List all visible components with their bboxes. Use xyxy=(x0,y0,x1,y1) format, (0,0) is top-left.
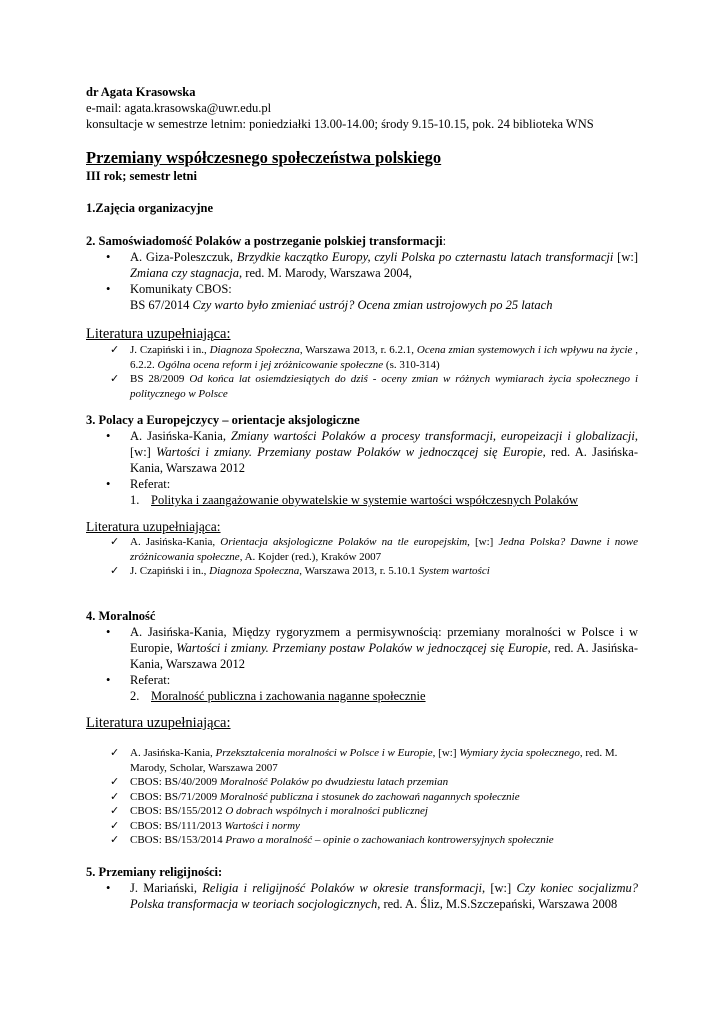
list-item xyxy=(86,476,638,492)
item-text: , 6.2.2. xyxy=(130,344,639,371)
list-item xyxy=(86,428,638,476)
literature-heading: Literatura uzupełniająca: xyxy=(86,519,221,534)
item-text: J. Mariański, xyxy=(130,881,203,895)
list-item xyxy=(86,833,638,848)
section-2-heading-colon: : xyxy=(442,234,447,248)
bullet-icon: • xyxy=(106,477,111,491)
item-text: A. Jasińska-Kania, xyxy=(130,429,231,443)
header-block xyxy=(86,84,594,132)
bullet-icon: • xyxy=(106,673,111,687)
list-item xyxy=(86,819,638,834)
literature-heading: Literatura uzupełniająca: xyxy=(86,326,231,342)
item-text: CBOS: BS/153/2014 xyxy=(130,834,226,846)
course-subtitle: III rok; semestr letni xyxy=(86,169,197,183)
list-item xyxy=(86,880,638,912)
item-title: Od końca lat osiemdziesiątych do dziś - oceny zmian w różnych wymiarach życia społecznego i politycznego w Polsce xyxy=(130,373,638,400)
item-text: , [w:] xyxy=(467,536,499,548)
list-item xyxy=(86,372,638,401)
checkmark-icon: ✓ xyxy=(110,565,120,577)
item-title: Diagnoza Społeczna xyxy=(209,344,300,356)
section-2-heading-text: 2. Samoświadomość Polaków a postrzeganie polskiej transformacji xyxy=(86,234,443,248)
section-4-heading: 4. Moralność xyxy=(86,609,156,623)
list-item xyxy=(86,790,638,805)
item-text: red. A. Jasińska-Kania, Warszawa 2012 xyxy=(130,445,638,475)
item-text: , [w:] xyxy=(482,881,517,895)
item-title: Ogólna ocena reform i jej zróżnicowanie społeczne xyxy=(157,358,384,371)
item-title: Moralność Polaków po dwudziestu latach przemian xyxy=(219,776,449,788)
referat-number: 2. xyxy=(130,689,140,703)
item-text: Komunikaty CBOS: xyxy=(130,282,232,296)
item-text: , [w:] xyxy=(130,429,638,459)
checkmark-icon: ✓ xyxy=(110,344,120,356)
section-2-heading xyxy=(86,233,638,249)
item-text: CBOS: BS/111/2013 xyxy=(130,819,225,832)
item-text: CBOS: BS/71/2009 xyxy=(130,790,220,803)
item-title: Religia i religijność Polaków w okresie transformacji xyxy=(202,881,483,895)
item-title: Zmiana czy stagnacja xyxy=(130,266,240,280)
item-title: Ocena zmian systemowych i ich wpływu na życie xyxy=(416,344,633,356)
referat-title: Polityka i zaangażowanie obywatelskie w systemie wartości współczesnych Polaków xyxy=(151,493,578,507)
bullet-icon: • xyxy=(106,625,111,639)
literature-heading: Literatura uzupełniająca: xyxy=(86,715,231,731)
bullet-icon: • xyxy=(106,881,111,895)
section-5-heading: 5. Przemiany religijności: xyxy=(86,865,223,879)
item-text: , red. M. Marody, Scholar, Warszawa 2007 xyxy=(130,747,618,774)
item-text: [w:] xyxy=(613,250,638,264)
item-text: (s. 310-314) xyxy=(383,358,440,371)
checkmark-icon: ✓ xyxy=(110,805,120,817)
referat-item xyxy=(86,688,638,704)
list-item xyxy=(86,672,638,688)
checkmark-icon: ✓ xyxy=(110,834,120,846)
item-text: , red. M. Marody, Warszawa 2004, xyxy=(239,266,412,280)
item-title: Czy koniec socjalizmu? Polska transformacja w teoriach socjologicznych xyxy=(130,881,638,911)
referat-item xyxy=(86,492,638,508)
checkmark-icon: ✓ xyxy=(110,776,120,788)
section-1-heading: 1.Zajęcia organizacyjne xyxy=(86,201,214,215)
item-title: Jedna Polska? Dawne i nowe zróżnicowania społeczne xyxy=(130,536,638,563)
course-title: Przemiany współczesnego społeczeństwa polskiego xyxy=(86,148,442,167)
checkmark-icon: ✓ xyxy=(110,536,120,548)
item-text: A. Jasińska-Kania, xyxy=(130,747,216,759)
item-text: , A. Kojder (red.), Kraków 2007 xyxy=(239,550,382,563)
item-title: Moralność publiczna i stosunek do zachowań nagannych społecznie xyxy=(219,790,520,803)
item-title: Zmiany wartości Polaków a procesy transformacji, europeizacji i globalizacji xyxy=(230,429,635,443)
author-email: e-mail: agata.krasowska@uwr.edu.pl xyxy=(86,101,272,115)
bullet-icon: • xyxy=(106,429,111,443)
author-name: dr Agata Krasowska xyxy=(86,85,196,99)
item-title: Wartości i normy xyxy=(224,819,300,832)
item-title: Orientacja aksjologiczne Polaków na tle europejskim xyxy=(220,536,468,548)
item-text: CBOS: BS/40/2009 xyxy=(130,776,220,788)
item-text: BS 67/2014 xyxy=(130,298,193,312)
item-title: Czy warto było zmieniać ustrój? Ocena zmian ustrojowych po 25 latach xyxy=(192,298,553,312)
section-4 xyxy=(86,608,638,704)
list-item xyxy=(86,249,638,281)
list-item xyxy=(86,804,638,819)
item-text: A. Jasińska-Kania, xyxy=(130,536,221,548)
item-title: System wartości xyxy=(418,565,490,577)
list-item xyxy=(86,564,638,579)
item-text: BS 28/2009 xyxy=(130,373,190,385)
item-title: Wartości i zmiany. Przemiany postaw Polaków w jednoczącej się Europie, xyxy=(156,445,546,459)
checkmark-icon: ✓ xyxy=(110,790,120,803)
item-text: A. Giza-Poleszczuk, xyxy=(130,250,237,264)
list-item xyxy=(86,746,638,775)
item-text: , red. A. Śliz, M.S.Szczepański, Warszawa 2008 xyxy=(377,897,618,911)
item-title: Prawo a moralność – opinie o zachowaniach kontrowersyjnych społecznie xyxy=(225,834,554,846)
list-item xyxy=(86,343,638,372)
consultation-hours: konsultacje w semestrze letnim: poniedziałki 13.00-14.00; środy 9.15-10.15, pok. 24 biblioteka WNS xyxy=(86,117,594,131)
referat-title: Moralność publiczna i zachowania naganne społecznie xyxy=(151,689,426,703)
section-2-literature xyxy=(86,325,638,401)
list-item xyxy=(86,535,638,564)
referat-number: 1. xyxy=(130,493,140,507)
section-4-literature xyxy=(86,714,638,848)
item-text: Referat: xyxy=(130,477,171,491)
course-title-block xyxy=(86,148,441,184)
list-item xyxy=(86,775,638,790)
item-text: CBOS: BS/155/2012 xyxy=(130,805,226,817)
section-3-heading: 3. Polacy a Europejczycy – orientacje aksjologiczne xyxy=(86,413,360,427)
item-text: A. Jasińska-Kania, Między rygoryzmem a permisywnością: przemiany moralności w Polsce i w Europie, xyxy=(130,625,638,655)
item-title: Wymiary życia społecznego xyxy=(459,747,580,759)
item-text: red. A. Jasińska-Kania, Warszawa 2012 xyxy=(130,641,638,671)
checkmark-icon: ✓ xyxy=(110,819,120,832)
section-2 xyxy=(86,233,638,313)
item-text: , [w:] xyxy=(432,747,460,759)
item-title: O dobrach wspólnych i moralności publicznej xyxy=(225,805,428,817)
item-title: Wartości i zmiany. Przemiany postaw Polaków w jednoczącej się Europie, xyxy=(176,641,551,655)
checkmark-icon: ✓ xyxy=(110,373,120,385)
item-title: Brzydkie kaczątko Europy, czyli Polska po czternastu latach transformacji xyxy=(236,250,614,264)
item-text: Referat: xyxy=(130,673,171,687)
checkmark-icon: ✓ xyxy=(110,747,120,759)
item-text: J. Czapiński i in., xyxy=(130,344,210,356)
bullet-icon: • xyxy=(106,282,111,296)
list-item xyxy=(86,281,638,313)
section-3-literature xyxy=(86,518,638,579)
item-text: , Warszawa 2013, r. 6.2.1, xyxy=(299,344,417,356)
item-title: Diagnoza Społeczna xyxy=(209,565,300,577)
bullet-icon: • xyxy=(106,250,111,264)
list-item xyxy=(86,624,638,672)
section-5 xyxy=(86,864,638,912)
section-3 xyxy=(86,412,638,508)
item-text: , Warszawa 2013, r. 5.10.1 xyxy=(299,565,419,577)
item-title: Przekształcenia moralności w Polsce i w Europie xyxy=(215,747,433,759)
item-text: J. Czapiński i in., xyxy=(130,565,210,577)
